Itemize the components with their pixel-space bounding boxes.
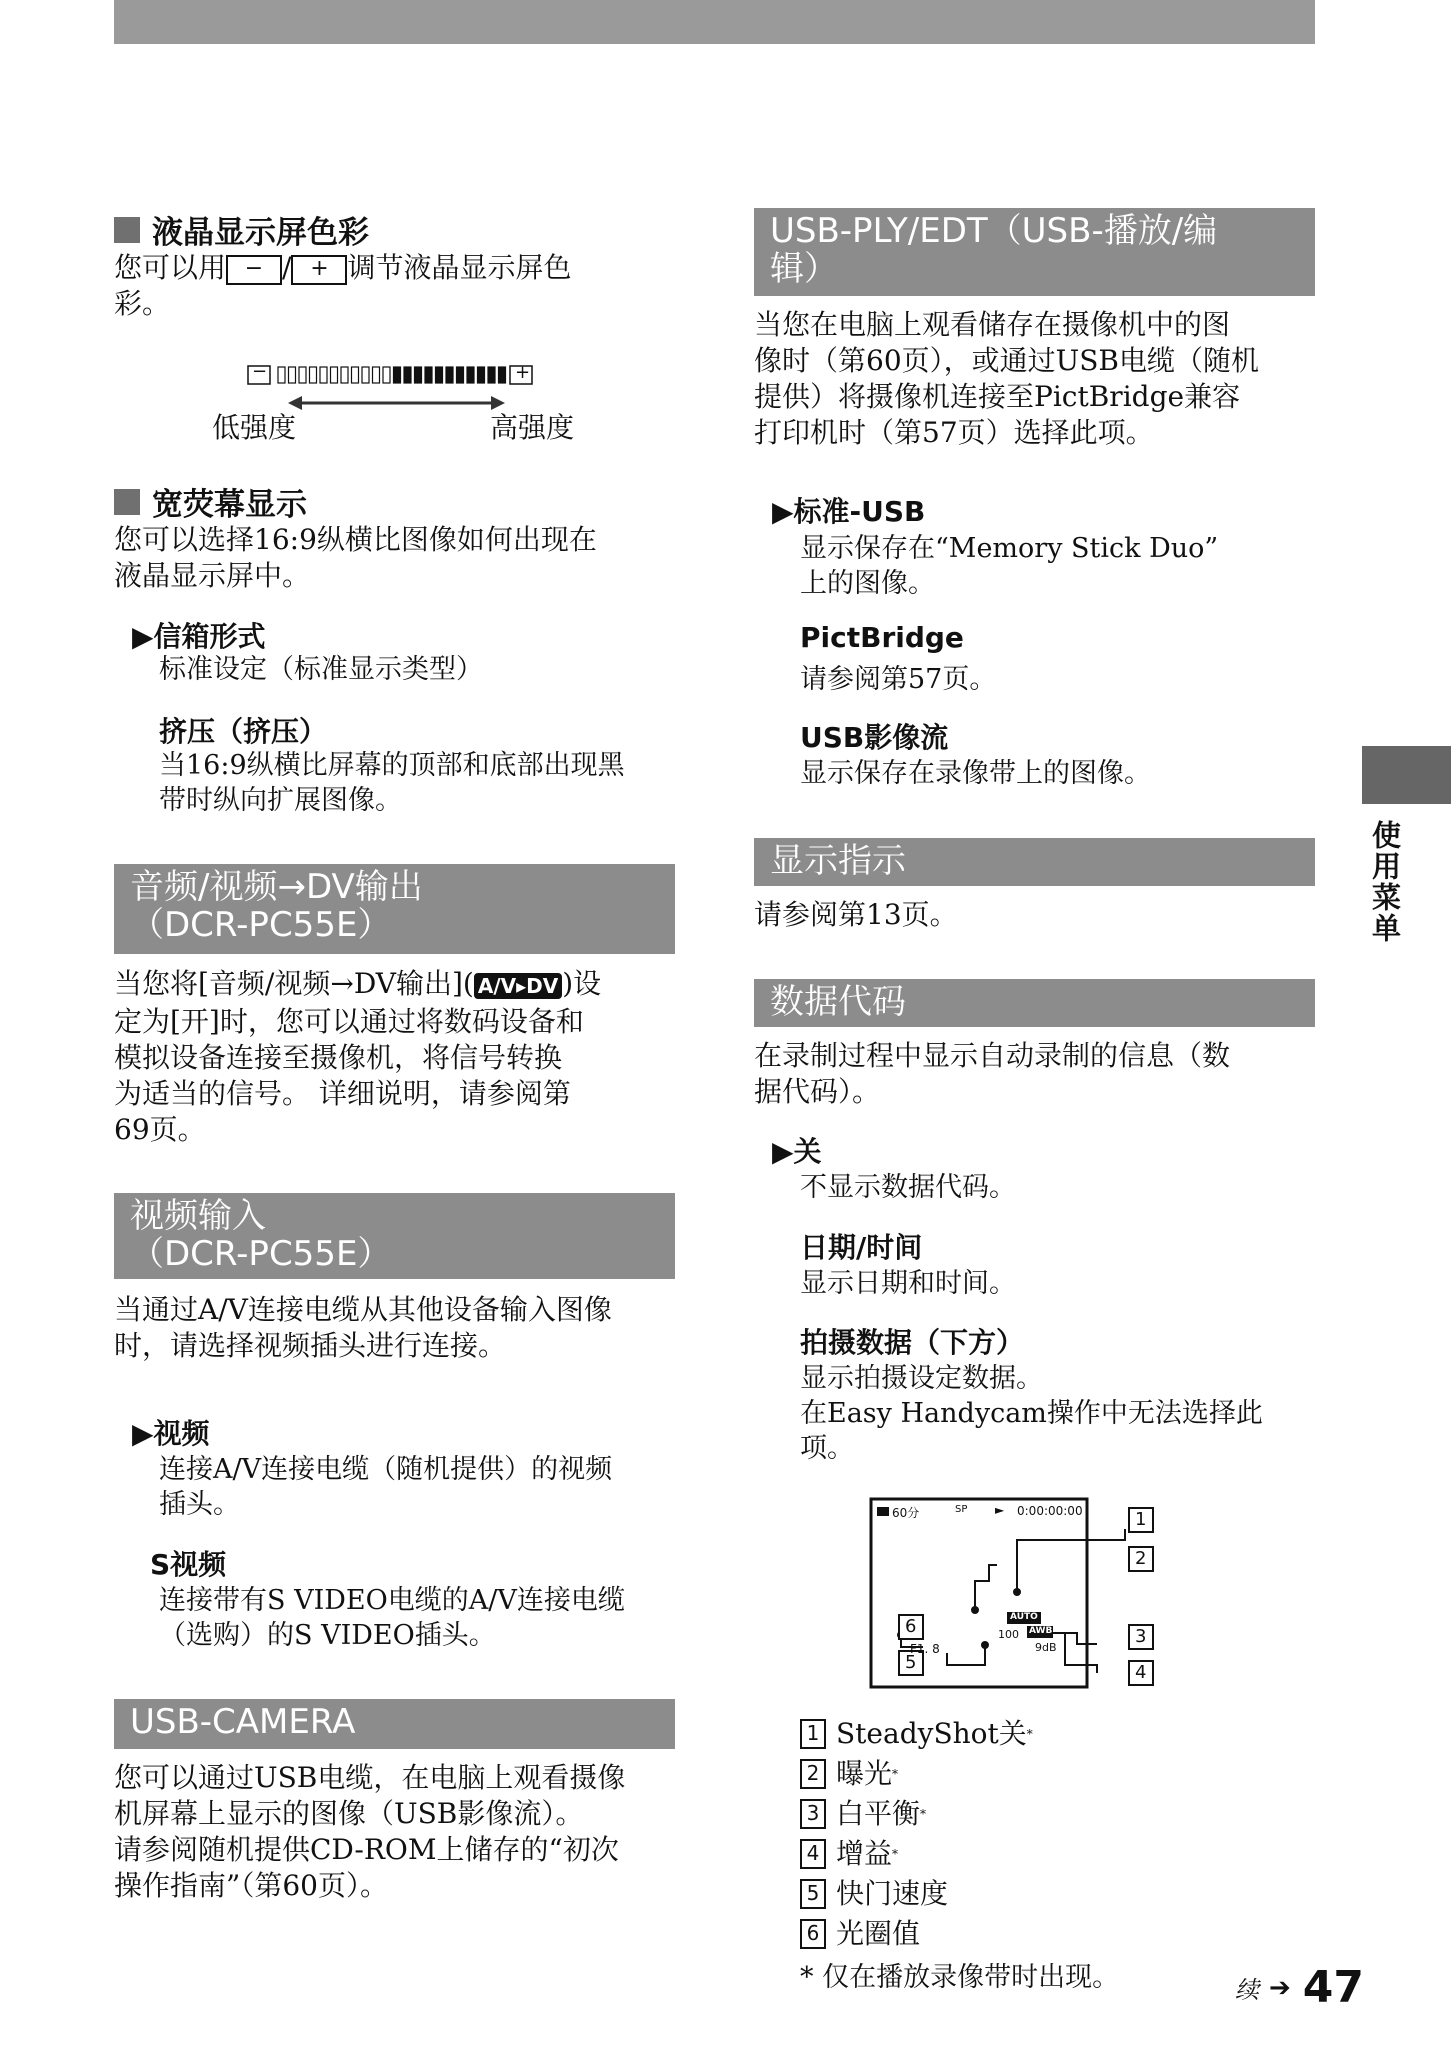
square-bullet-icon	[114, 217, 140, 243]
legend-item: 4 增益 *	[800, 1834, 1033, 1874]
option-squeeze-title: 挤压（挤压）	[159, 715, 328, 748]
option-pictbridge-title: PictBridge	[800, 621, 964, 654]
timecode-display: 0:00:00:00	[1017, 1504, 1083, 1518]
option-squeeze-desc: 当16:9纵横比屏幕的顶部和底部出现黑 带时纵向扩展图像。	[159, 750, 625, 816]
av-dv-icon: A/V▸DV	[474, 973, 562, 999]
heading-text: 液晶显示屏色彩	[152, 215, 369, 251]
section-bar-usb-camera: USB-CAMERA	[114, 1699, 675, 1749]
option-standard-usb-desc: 显示保存在“Memory Stick Duo” 上的图像。	[800, 533, 1219, 599]
option-letterbox-desc: 标准设定（标准显示类型）	[159, 654, 483, 685]
side-tab-marker	[1362, 746, 1451, 804]
section-bar-video-input: 视频输入 （DCR-PC55E）	[114, 1193, 675, 1279]
wide-display-paragraph: 您可以选择16:9纵横比图像如何出现在 液晶显示屏中。	[114, 523, 597, 592]
scale-tick	[331, 367, 338, 383]
scale-minus-label: −	[252, 361, 268, 382]
footnote: * 仅在播放录像带时出现。	[800, 1962, 1120, 1993]
scale-tick	[415, 367, 422, 383]
legend-list	[800, 1714, 1033, 1954]
gain-value: 9dB	[1035, 1641, 1057, 1654]
callout-2: 2	[1135, 1548, 1147, 1569]
scale-tick	[352, 367, 359, 383]
scale-tick	[341, 367, 348, 383]
callout-1: 1	[1135, 1509, 1147, 1530]
battery-indicator: 60分	[892, 1506, 920, 1520]
option-off-desc: 不显示数据代码。	[800, 1172, 1016, 1203]
video-input-paragraph: 当通过A/V连接电缆从其他设备输入图像 时，请选择视频插头进行连接。	[114, 1293, 612, 1362]
section-bar-usb-ply: USB-PLY/EDT（USB-播放/编 辑）	[754, 208, 1315, 296]
section-bar-av-dv: 音频/视频→DV输出 （DCR-PC55E）	[114, 864, 675, 954]
scale-tick	[299, 367, 306, 383]
av-dv-paragraph: 当您将[音频/视频→DV输出]( A/V▸DV )设 定为[开]时，您可以通过将数码设备和 模拟设备连接至摄像机，将信号转换 为适当的信号。 详细说明，请参阅第 69页。	[114, 967, 602, 1146]
auto-exposure-badge: AUTO	[1010, 1612, 1038, 1622]
play-icon: ►	[995, 1503, 1005, 1517]
scale-tick	[457, 367, 464, 383]
option-usb-stream-desc: 显示保存在录像带上的图像。	[800, 758, 1151, 789]
scale-tick	[436, 367, 443, 383]
plus-button-icon: +	[291, 255, 347, 285]
option-svideo-title: S视频	[150, 1548, 227, 1581]
continued-label: 续	[1235, 1976, 1259, 2004]
scale-tick	[373, 367, 380, 383]
scale-tick	[383, 367, 390, 383]
legend-item: 1 SteadyShot关 *	[800, 1714, 1033, 1754]
callout-3: 3	[1135, 1626, 1147, 1647]
callout-4: 4	[1135, 1662, 1147, 1683]
page-number: 47	[1302, 1962, 1365, 2013]
scale-tick	[478, 367, 485, 383]
scale-tick	[488, 367, 495, 383]
iso-value: 100	[998, 1628, 1019, 1641]
tape-mode-indicator: SP	[955, 1504, 968, 1515]
page-footer	[1235, 1962, 1364, 2013]
option-off-title: ▶关	[772, 1135, 822, 1168]
scale-tick	[362, 367, 369, 383]
arrow-right-icon: ➔	[1269, 1972, 1291, 2003]
option-video-desc: 连接A/V连接电缆（随机提供）的视频 插头。	[159, 1454, 613, 1520]
white-balance-badge: AWB	[1029, 1626, 1053, 1636]
side-tab-label: 使用菜单	[1368, 820, 1402, 944]
top-gray-bar	[114, 0, 1315, 44]
option-datetime-desc: 显示日期和时间。	[800, 1268, 1016, 1299]
section-bar-display-guide: 显示指示	[754, 838, 1315, 886]
minus-button-icon: −	[226, 255, 282, 285]
callout-6: 6	[905, 1616, 917, 1637]
option-camera-data-desc: 显示拍摄设定数据。 在Easy Handycam操作中无法选择此 项。	[800, 1363, 1263, 1464]
scale-tick	[467, 367, 474, 383]
option-video-title: ▶视频	[132, 1417, 210, 1450]
option-pictbridge-desc: 请参阅第57页。	[800, 664, 997, 695]
option-usb-stream-title: USB影像流	[800, 721, 949, 754]
scale-tick	[278, 367, 285, 383]
scale-plus-label: +	[515, 362, 531, 383]
aperture-value: F1. 8	[910, 1642, 940, 1656]
scale-tick	[404, 367, 411, 383]
lcd-color-paragraph: 您可以用 − / + 调节液晶显示屏色 彩。	[114, 251, 572, 320]
option-letterbox-title: ▶信箱形式	[132, 620, 266, 653]
heading-lcd-color	[114, 207, 369, 252]
option-camera-data-title: 拍摄数据（下方）	[800, 1326, 1025, 1359]
option-datetime-title: 日期/时间	[800, 1231, 923, 1264]
section-bar-data-code: 数据代码	[754, 979, 1315, 1027]
camera-screen-diagram	[865, 1495, 1165, 1695]
scale-tick	[499, 367, 506, 383]
scale-tick	[446, 367, 453, 383]
scale-tick	[394, 367, 401, 383]
callout-5: 5	[905, 1652, 917, 1673]
scale-tick	[425, 367, 432, 383]
high-intensity-label: 高强度	[490, 411, 575, 444]
scale-tick	[320, 367, 327, 383]
option-standard-usb-title: ▶标准-USB	[772, 495, 926, 528]
legend-item: 2 曝光 *	[800, 1754, 1033, 1794]
data-code-paragraph: 在录制过程中显示自动录制的信息（数 据代码）。	[754, 1039, 1231, 1108]
legend-item: 6 光圈值	[800, 1914, 1033, 1954]
scale-tick	[310, 367, 317, 383]
scale-tick	[289, 367, 296, 383]
legend-item: 5 快门速度	[800, 1874, 1033, 1914]
legend-item: 3 白平衡 *	[800, 1794, 1033, 1834]
square-bullet-icon	[114, 489, 140, 515]
display-guide-text: 请参阅第13页。	[754, 898, 958, 931]
usb-ply-paragraph: 当您在电脑上观看储存在摄像机中的图 像时（第60页），或通过USB电缆（随机 提供）将摄像机连接至PictBridge兼容 打印机时（第57页）选择此项。	[754, 308, 1259, 449]
usb-camera-paragraph: 您可以通过USB电缆，在电脑上观看摄像 机屏幕上显示的图像（USB影像流）。 请参阅随机提供CD-ROM上储存的“初次 操作指南”（第60页）。	[114, 1761, 626, 1902]
low-intensity-label: 低强度	[212, 411, 297, 444]
option-svideo-desc: 连接带有S VIDEO电缆的A/V连接电缆 （选购）的S VIDEO插头。	[159, 1585, 625, 1651]
heading-wide-display: 宽荧幕显示	[114, 479, 307, 524]
